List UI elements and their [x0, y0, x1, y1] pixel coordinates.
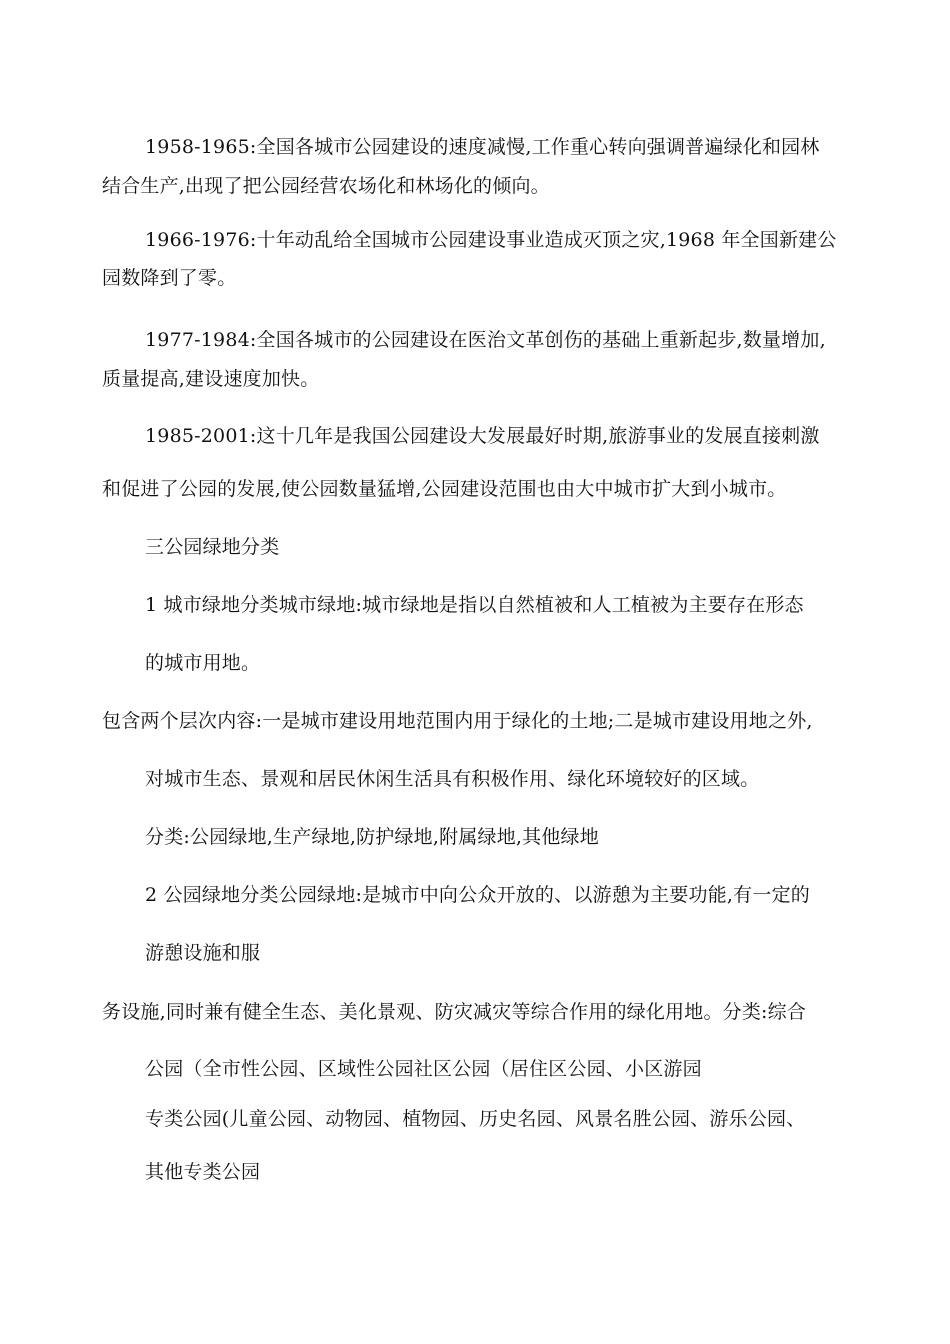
item-2-line-6: 其他专类公园 — [145, 1161, 261, 1183]
item-2-line-4: 公园（全市性公园、区域性公园社区公园（居住区公园、小区游园 — [145, 1058, 702, 1080]
section-heading: 三公园绿地分类 — [145, 536, 280, 558]
item-1-classification: 分类:公园绿地,生产绿地,防护绿地,附属绿地,其他绿地 — [145, 826, 599, 848]
item-1-line-4: 对城市生态、景观和居民休闲生活具有积极作用、绿化环境较好的区域。 — [145, 768, 760, 790]
paragraph-1985-2001-line-2: 和促进了公园的发展,使公园数量猛增,公园建设范围也由大中城市扩大到小城市。 — [102, 478, 787, 500]
item-2-line-5: 专类公园(儿童公园、动物园、植物园、历史名园、风景名胜公园、游乐公园、 — [145, 1108, 806, 1130]
item-2-line-3: 务设施,同时兼有健全生态、美化景观、防灾减灾等综合作用的绿化用地。分类:综合 — [102, 1001, 807, 1023]
item-1-line-1: 1 城市绿地分类城市绿地:城市绿地是指以自然植被和人工植被为主要存在形态 — [145, 594, 804, 616]
paragraph-1966-1976-line-2: 园数降到了零。 — [102, 267, 237, 289]
item-1-line-2: 的城市用地。 — [145, 652, 261, 674]
item-2-line-2: 游憩设施和服 — [145, 942, 261, 964]
item-1-line-3: 包含两个层次内容:一是城市建设用地范围内用于绿化的土地;二是城市建设用地之外, — [102, 710, 813, 732]
paragraph-1977-1984-line-1: 1977-1984:全国各城市的公园建设在医治文革创伤的基础上重新起步,数量增加, — [145, 329, 826, 351]
paragraph-1985-2001-line-1: 1985-2001:这十几年是我国公园建设大发展最好时期,旅游事业的发展直接刺激 — [145, 425, 820, 447]
paragraph-1958-1965-line-1: 1958-1965:全国各城市公园建设的速度减慢,工作重心转向强调普遍绿化和园林 — [145, 136, 820, 158]
paragraph-1966-1976-line-1: 1966-1976:十年动乱给全国城市公园建设事业造成灭顶之灾,1968 年全国新建公 — [145, 229, 837, 251]
paragraph-1977-1984-line-2: 质量提高,建设速度加快。 — [102, 368, 320, 390]
paragraph-1958-1965-line-2: 结合生产,出现了把公园经营农场化和林场化的倾向。 — [102, 175, 550, 197]
item-2-line-1: 2 公园绿地分类公园绿地:是城市中向公众开放的、以游憩为主要功能,有一定的 — [145, 884, 810, 906]
